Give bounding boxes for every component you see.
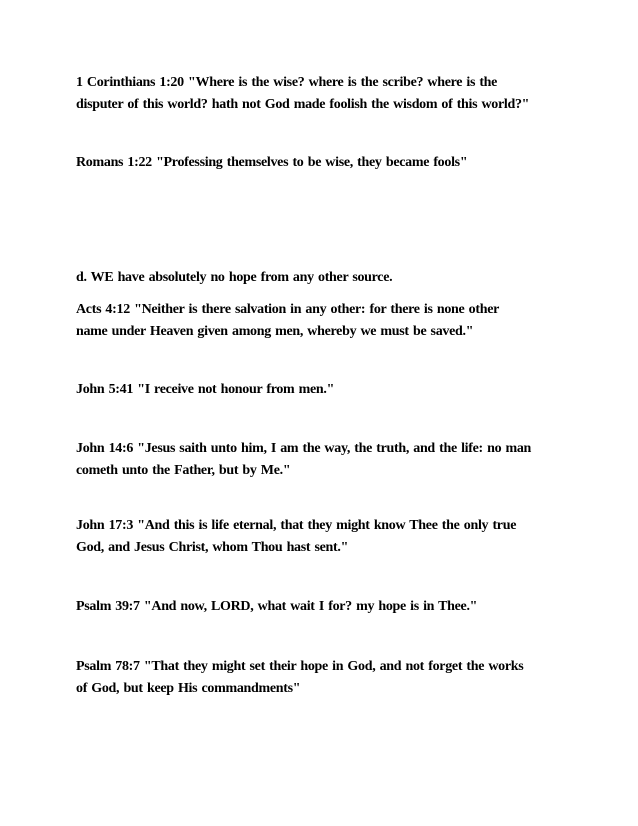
verse-psalm-78-7 [76, 656, 576, 700]
text-line: Psalm 39:7 "And now, LORD, what wait I for? my hope is in Thee." [76, 599, 478, 614]
text-line: God, and Jesus Christ, whom Thou hast sent." [76, 540, 349, 555]
text-line: cometh unto the Father, but by Me." [76, 463, 291, 478]
verse-john-5-41 [76, 379, 576, 401]
verse-psalm-39-7 [76, 596, 576, 618]
verse-john-17-3 [76, 515, 576, 559]
point-d-heading [76, 267, 576, 289]
verse-romans-1-22 [76, 152, 576, 174]
text-line: Acts 4:12 "Neither is there salvation in any other: for there is none other [76, 302, 500, 317]
text-line: of God, but keep His commandments" [76, 681, 301, 696]
verse-john-14-6 [76, 438, 576, 482]
text-line: disputer of this world? hath not God made foolish the wisdom of this world?" [76, 97, 530, 112]
text-line: Romans 1:22 "Professing themselves to be wise, they became fools" [76, 155, 468, 170]
text-line: name under Heaven given among men, whereby we must be saved." [76, 324, 474, 339]
text-line: John 17:3 "And this is life eternal, that they might know Thee the only true [76, 518, 517, 533]
verse-1-corinthians-1-20 [76, 72, 576, 116]
text-line: 1 Corinthians 1:20 "Where is the wise? where is the scribe? where is the [76, 75, 498, 90]
text-line: d. WE have absolutely no hope from any other source. [76, 270, 393, 285]
text-line: Psalm 78:7 "That they might set their hope in God, and not forget the works [76, 659, 524, 674]
text-line: John 5:41 "I receive not honour from men." [76, 382, 335, 397]
verse-acts-4-12 [76, 299, 576, 343]
text-line: John 14:6 "Jesus saith unto him, I am the way, the truth, and the life: no man [76, 441, 532, 456]
